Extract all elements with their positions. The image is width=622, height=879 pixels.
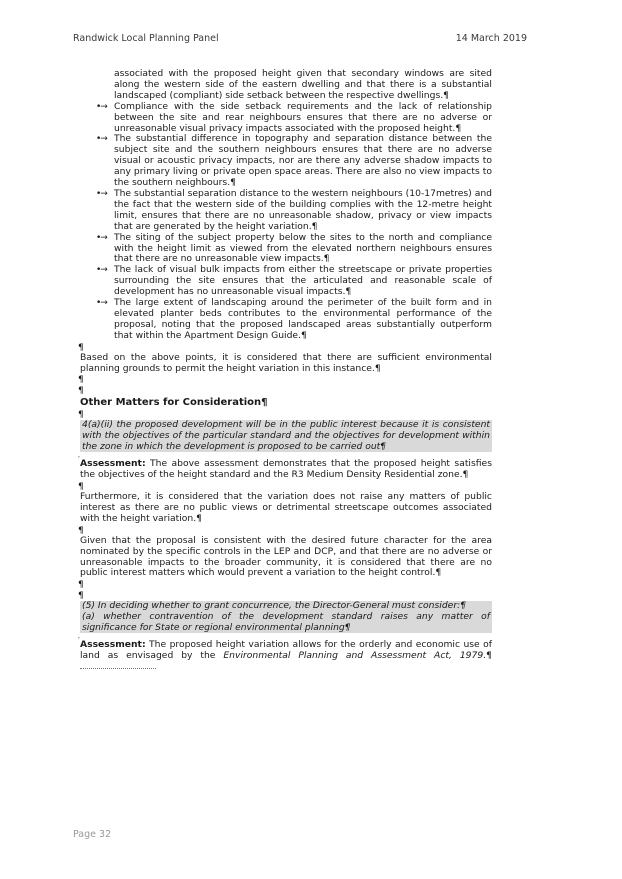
header-title: Randwick Local Planning Panel <box>73 33 219 44</box>
quote-clause-4aii: 4(a)(ii) the proposed development will be in the public interest because it is consistent with the objectives of the particular standard and the objectives for development within the zone in which the development is proposed to be carried out¶ <box>82 419 490 452</box>
para-grounds: Based on the above points, it is considered that there are sufficient environmental planning grounds to permit the height variation in this instance.¶ <box>80 351 492 374</box>
paragraph-mark: ¶ <box>78 590 84 602</box>
paragraph-mark: ¶ <box>78 579 84 591</box>
paragraph-mark: ¶ <box>78 409 84 421</box>
list-item: •→ The large extent of landscaping around the perimeter of the built form and in elevated planter beds contributes to the environmental performance of the proposal, noting that the proposed landscaped areas substantially outperform that within the Apartment Design Guide.¶ <box>96 297 492 341</box>
paragraph-mark: , <box>78 633 80 641</box>
bullet-marker: •→ <box>96 232 107 243</box>
bullet-marker: •→ <box>96 265 107 276</box>
paragraph-mark: , <box>78 452 80 460</box>
assessment-1: Assessment: The above assessment demonstrates that the proposed height satisfies the objectives of the height standard and the R3 Medium Density Residential zone.¶ <box>80 458 492 481</box>
paragraph-mark: ¶ <box>78 385 84 397</box>
assessment-2: Assessment: The proposed height variation allows for the orderly and economic use of land as envisaged by the Environmental Planning and Assessment Act, 1979.¶ <box>80 640 492 673</box>
para-furthermore: Furthermore, it is considered that the variation does not raise any matters of public interest as there are no public views or detrimental streetscape outcomes associated with the height variation.¶ <box>80 490 492 524</box>
page-number: Page 32 <box>73 829 112 840</box>
para-given: Given that the proposal is consistent with the desired future character for the area nominated by the specific controls in the LEP and DCP, and that there are no adverse or unreasonable impacts to the broader community, it is considered that there are no public interest matters which would prevent a variation to the height control.¶ <box>80 534 492 579</box>
bullet-marker: •→ <box>96 101 107 112</box>
bullet-marker: •→ <box>96 298 107 309</box>
quote-clause-5 <box>80 601 492 633</box>
quote-clause-5-line1: (5) In deciding whether to grant concurrence, the Director-General must consider:¶ <box>82 600 467 612</box>
quote-clause-5-line2: (a) whether contravention of the development standard raises any matter of significance for State or regional environmental planning¶ <box>82 610 490 633</box>
bullet-marker: •→ <box>96 134 107 145</box>
list-item: •→ The substantial difference in topography and separation distance between the subject site and the southern neighbours ensures that there are no adverse visual or acoustic privacy impacts, nor are there any adverse shadow impacts to any primary living or private open space areas. There are also no view impacts to the southern neighbours.¶ <box>96 133 492 189</box>
header-date: 14 March 2019 <box>455 33 527 44</box>
list-item: •→ The siting of the subject property below the sites to the north and compliance with the height limit as viewed from the elevated northern neighbours ensures that there are no unreasonable view impacts.¶ <box>96 231 492 265</box>
dotted-leader <box>80 662 156 669</box>
paragraph-mark: ¶ <box>78 341 84 353</box>
list-item: •→ The lack of visual bulk impacts from either the streetscape or private properties surrounding the site ensures that the articulated and reasonable scale of development has no unreasonable visual impacts.¶ <box>96 264 492 298</box>
intro-continuation: associated with the proposed height given that secondary windows are sited along the western side of the eastern dwelling and that there is a substantial landscaped (compliant) side setback between the respective dwellings.¶ <box>114 68 492 101</box>
document-body <box>80 69 492 673</box>
paragraph-mark: ¶ <box>78 524 84 536</box>
list-item: •→ The substantial separation distance to the western neighbours (10-17metres) and the fact that the western side of the building complies with the 12-metre height limit, ensures that there are no unreasonable shadow, privacy or view impacts that are generated by the height variation.¶ <box>96 187 492 232</box>
paragraph-mark: ¶ <box>78 374 84 386</box>
bullet-marker: •→ <box>96 188 107 199</box>
heading-other-matters: Other Matters for Consideration¶ <box>80 397 268 409</box>
list-item: •→ Compliance with the side setback requirements and the lack of relationship between the site and rear neighbours ensures that there are no adverse or unreasonable visual privacy impacts associated with the proposed height.¶ <box>96 100 492 134</box>
paragraph-mark: ¶ <box>78 480 84 492</box>
impact-bullet-list <box>80 102 492 342</box>
